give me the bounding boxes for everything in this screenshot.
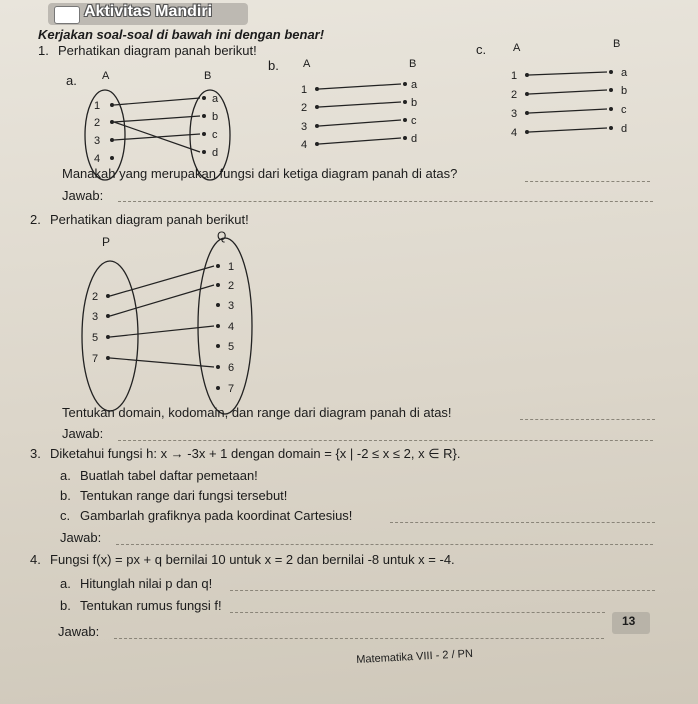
answer-line [525, 181, 650, 183]
q3-part-b-label: b. [60, 488, 71, 503]
q1-answer-label: Jawab: [62, 188, 104, 203]
q3-part-c-label: c. [60, 508, 71, 523]
svg-text:3: 3 [92, 311, 99, 323]
answer-line [116, 544, 653, 546]
svg-text:b: b [212, 111, 219, 123]
q4-answer-label: Jawab: [58, 624, 100, 639]
svg-text:5: 5 [228, 341, 235, 353]
svg-text:2: 2 [92, 291, 99, 303]
svg-text:3: 3 [301, 121, 308, 133]
q1-diagram-a-label: a. [66, 73, 77, 88]
svg-text:5: 5 [92, 332, 99, 344]
svg-text:4: 4 [301, 139, 308, 151]
svg-text:b: b [621, 85, 628, 97]
q2-diagram [80, 226, 260, 411]
q1-prompt: Perhatikan diagram panah berikut! [58, 43, 257, 58]
set-p-title: P [102, 235, 111, 249]
book-icon [54, 6, 80, 24]
svg-text:1: 1 [301, 84, 308, 96]
answer-line [520, 419, 655, 421]
q4-number: 4. [30, 552, 41, 567]
svg-text:4: 4 [228, 321, 235, 333]
svg-text:6: 6 [228, 362, 235, 374]
set-b-title: B [409, 58, 417, 70]
q1-diagram-b [285, 48, 445, 168]
q2-answer-label: Jawab: [62, 426, 104, 441]
svg-text:d: d [621, 123, 628, 135]
q1-question: Manakah yang merupakan fungsi dari ketiga diagram panah di atas? [62, 166, 458, 181]
svg-text:2: 2 [94, 117, 101, 129]
answer-line [118, 440, 653, 442]
q3-part-c-text: Gambarlah grafiknya pada koordinat Cartesius! [80, 508, 353, 523]
answer-line [230, 612, 605, 614]
svg-text:3: 3 [94, 135, 101, 147]
svg-text:7: 7 [228, 383, 235, 395]
svg-text:a: a [411, 79, 418, 91]
set-b-title: B [204, 70, 212, 82]
q3-part-a-label: a. [60, 468, 71, 483]
svg-text:7: 7 [92, 353, 99, 365]
q3-answer-label: Jawab: [60, 530, 102, 545]
q4-part-a-label: a. [60, 576, 71, 591]
svg-text:3: 3 [511, 108, 518, 120]
q3-part-a-text: Buatlah tabel daftar pemetaan! [80, 468, 258, 483]
svg-text:d: d [212, 147, 219, 159]
svg-text:1: 1 [511, 70, 518, 82]
header-title: Aktivitas Mandiri [84, 3, 213, 20]
svg-text:a: a [621, 67, 628, 79]
svg-text:2: 2 [511, 89, 518, 101]
instruction-text: Kerjakan soal-soal di bawah ini dengan benar! [38, 27, 325, 42]
svg-text:c: c [212, 129, 218, 141]
answer-line [114, 638, 604, 640]
q4-part-a-text: Hitunglah nilai p dan q! [80, 576, 213, 591]
svg-text:c: c [621, 104, 627, 116]
q1-diagram-c [495, 32, 665, 152]
answer-line [118, 201, 653, 203]
q3-prompt: Diketahui fungsi h: x → -3x + 1 dengan domain = {x | -2 ≤ x ≤ 2, x ∈ R}. [50, 446, 461, 461]
svg-text:2: 2 [228, 280, 235, 292]
svg-text:b: b [411, 97, 418, 109]
svg-text:2: 2 [301, 102, 308, 114]
answer-line [390, 522, 655, 524]
footer-subject: Matematika VIII - 2 / PN [356, 647, 474, 666]
svg-text:d: d [411, 133, 418, 145]
q3-number: 3. [30, 446, 41, 461]
q1-diagram-c-label: c. [476, 42, 487, 57]
svg-text:1: 1 [94, 100, 101, 112]
set-a-title: A [303, 58, 311, 70]
q1-diagram-b-label: b. [268, 58, 279, 73]
svg-text:1: 1 [228, 261, 235, 273]
set-a-title: A [102, 70, 110, 82]
svg-text:3: 3 [228, 300, 235, 312]
svg-text:c: c [411, 115, 417, 127]
q2-question: Tentukan domain, kodomain, dan range dari diagram panah di atas! [62, 405, 452, 420]
q4-prompt: Fungsi f(x) = px + q bernilai 10 untuk x = 2 dan bernilai -8 untuk x = -4. [50, 552, 455, 567]
set-b-title: B [613, 38, 621, 50]
svg-text:4: 4 [94, 153, 101, 165]
page-number: 13 [622, 614, 636, 628]
q2-number: 2. [30, 212, 41, 227]
svg-text:4: 4 [511, 127, 518, 139]
q3-part-b-text: Tentukan range dari fungsi tersebut! [80, 488, 288, 503]
set-a-title: A [513, 42, 521, 54]
svg-text:a: a [212, 93, 219, 105]
q1-diagram-a [80, 60, 250, 180]
q1-number: 1. [38, 43, 49, 58]
answer-line [230, 590, 655, 592]
set-q-title: Q [217, 229, 227, 243]
q4-part-b-text: Tentukan rumus fungsi f! [80, 598, 222, 613]
q2-prompt: Perhatikan diagram panah berikut! [50, 212, 249, 227]
q4-part-b-label: b. [60, 598, 71, 613]
